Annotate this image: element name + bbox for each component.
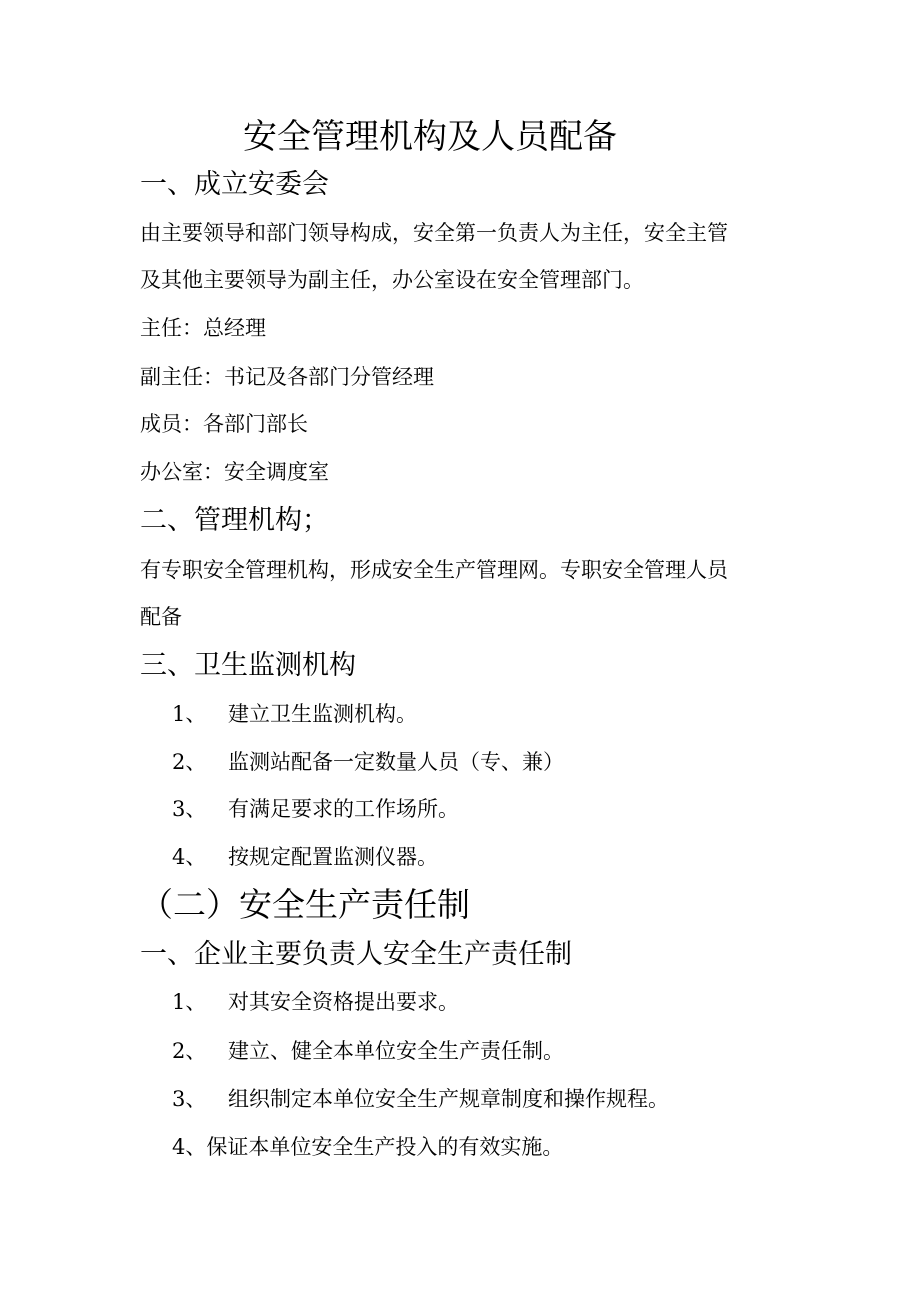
list-item-text: 对其安全资格提出要求。	[228, 990, 459, 1014]
section-1-heading: 一、成立安委会	[140, 169, 329, 200]
part-2-heading: （二）安全生产责任制	[140, 885, 470, 924]
list-item	[172, 1041, 564, 1062]
section-2-heading: 二、管理机构；	[140, 505, 329, 536]
list-item-text: 监测站配备一定数量人员（专、兼）	[228, 750, 564, 774]
list-item	[172, 1089, 669, 1110]
list-item	[172, 992, 459, 1013]
list-item-number: 2、	[172, 750, 207, 774]
members-line: 成员：各部门部长	[140, 412, 308, 436]
list-item-number: 1、	[172, 702, 207, 726]
list-item-number: 2、	[172, 1039, 207, 1063]
list-item	[172, 704, 417, 725]
document-title: 安全管理机构及人员配备	[243, 117, 617, 157]
section-2-paragraph-line-1: 有专职安全管理机构，形成安全生产管理网。专职安全管理人员	[140, 558, 728, 582]
list-item	[172, 847, 438, 868]
list-item-number: 4、	[172, 845, 207, 869]
list-item-4: 4、保证本单位安全生产投入的有效实施。	[172, 1135, 564, 1159]
section-3-heading: 三、卫生监测机构	[140, 650, 356, 681]
director-line: 主任：总经理	[140, 316, 266, 340]
list-item	[172, 799, 459, 820]
deputy-director-line: 副主任：书记及各部门分管经理	[140, 365, 434, 389]
list-item-number: 1、	[172, 990, 207, 1014]
list-item	[172, 752, 564, 773]
list-item-text: 按规定配置监测仪器。	[228, 845, 438, 869]
section-2-paragraph-line-2: 配备	[140, 605, 182, 629]
part-2-section-1-heading: 一、企业主要负责人安全生产责任制	[140, 939, 572, 970]
list-item-number: 3、	[172, 1087, 207, 1111]
list-item-text: 有满足要求的工作场所。	[228, 797, 459, 821]
list-item-text: 组织制定本单位安全生产规章制度和操作规程。	[228, 1087, 669, 1111]
list-item-number: 3、	[172, 797, 207, 821]
office-line: 办公室：安全调度室	[140, 460, 329, 484]
list-item-text: 建立卫生监测机构。	[228, 702, 417, 726]
list-item-text: 建立、健全本单位安全生产责任制。	[228, 1039, 564, 1063]
section-1-paragraph-line-2: 及其他主要领导为副主任，办公室设在安全管理部门。	[140, 268, 644, 292]
section-1-paragraph-line-1: 由主要领导和部门领导构成，安全第一负责人为主任，安全主管	[140, 221, 728, 245]
